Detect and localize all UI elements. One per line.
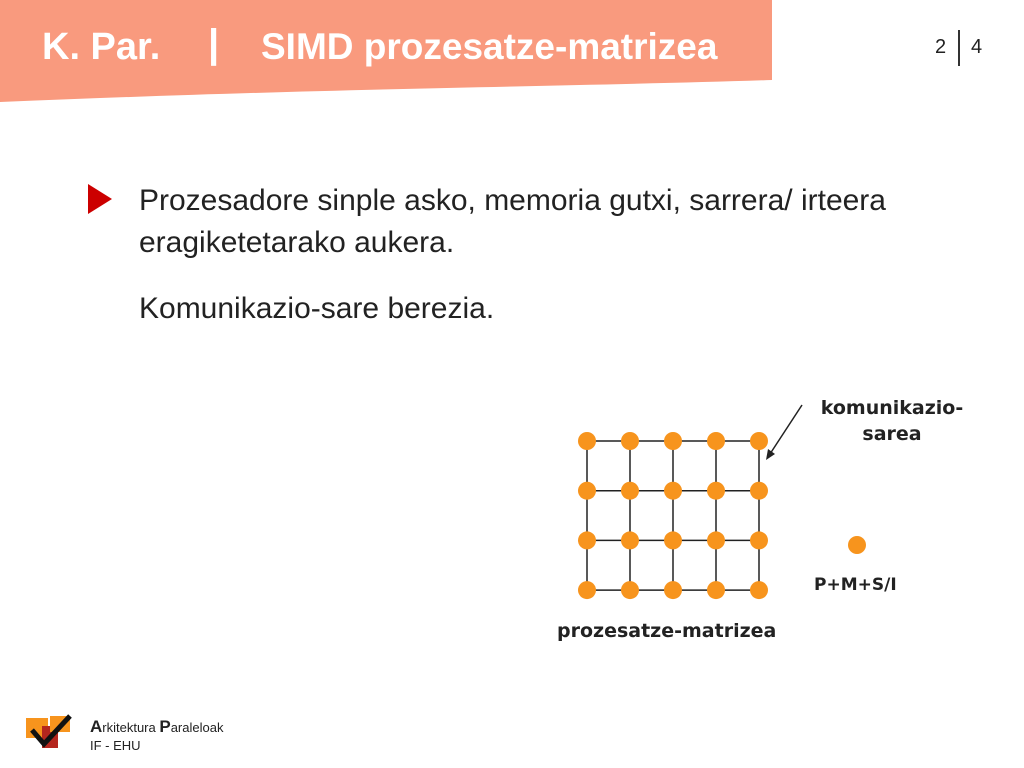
footer-rest-p: araleloak bbox=[170, 720, 224, 735]
processing-element-node bbox=[621, 581, 639, 599]
legend-element-node bbox=[848, 536, 866, 554]
network-label bbox=[812, 395, 972, 447]
network-grid-lines bbox=[587, 441, 759, 590]
processing-element-node bbox=[621, 432, 639, 450]
course-title: K. Par. bbox=[42, 26, 161, 68]
processing-element-node bbox=[578, 482, 596, 500]
processing-element-node bbox=[664, 581, 682, 599]
footer-cap-p: P bbox=[159, 717, 171, 736]
header-separator: | bbox=[208, 22, 220, 66]
processing-element-node bbox=[578, 531, 596, 549]
processing-element-node bbox=[707, 482, 725, 500]
slide-title: SIMD prozesatze-matrizea bbox=[261, 26, 718, 67]
processing-element-node bbox=[578, 432, 596, 450]
processing-element-node bbox=[750, 482, 768, 500]
matrix-label: prozesatze-matrizea bbox=[557, 620, 777, 642]
bullet-point-1: Prozesadore sinple asko, memoria gutxi, sarrera/ irteera eragiketetarako aukera. bbox=[139, 184, 886, 259]
network-pointer-arrow bbox=[768, 405, 802, 457]
processing-element-node bbox=[664, 432, 682, 450]
footer-line-2: IF - EHU bbox=[90, 738, 141, 753]
processing-element-node bbox=[707, 531, 725, 549]
processing-element-node bbox=[707, 581, 725, 599]
footer-line-1 bbox=[90, 718, 223, 737]
network-label-line-2: sarea bbox=[862, 423, 922, 445]
bullet-point-2: Komunikazio-sare berezia. bbox=[139, 292, 495, 325]
processing-element-node bbox=[578, 581, 596, 599]
page-number: 4 bbox=[971, 36, 983, 58]
processing-element-node bbox=[621, 482, 639, 500]
processing-element-node bbox=[750, 432, 768, 450]
processing-element-node bbox=[707, 432, 725, 450]
processing-element-node bbox=[750, 531, 768, 549]
network-label-line-1: komunikazio- bbox=[820, 397, 964, 419]
footer-rest-a: rkitektura bbox=[102, 720, 160, 735]
chapter-number: 2 bbox=[935, 36, 947, 58]
processing-element-node bbox=[664, 531, 682, 549]
checkmark-logo-icon bbox=[24, 712, 74, 752]
processing-element-node bbox=[621, 531, 639, 549]
processing-element-node bbox=[664, 482, 682, 500]
footer-cap-a: A bbox=[90, 717, 103, 736]
element-label: P+M+S/I bbox=[814, 575, 897, 595]
processing-element-node bbox=[750, 581, 768, 599]
footer-institution bbox=[90, 718, 223, 755]
arrow-head bbox=[766, 449, 775, 460]
